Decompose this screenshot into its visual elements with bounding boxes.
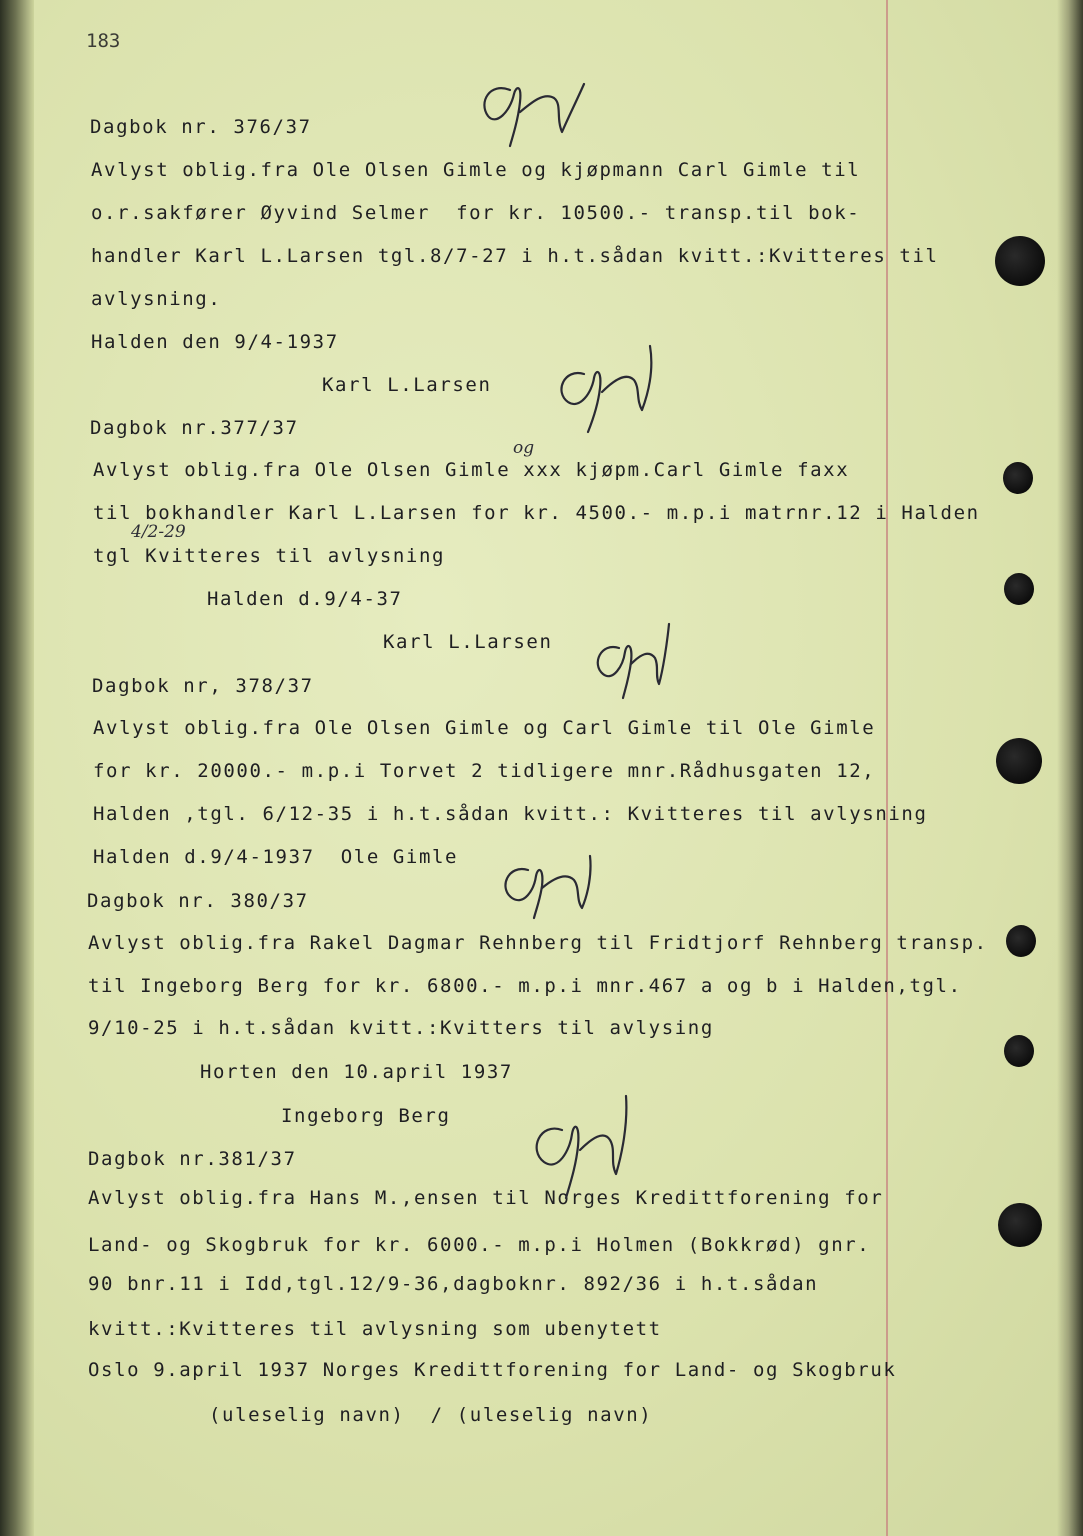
entry-381-text-3: 90 bnr.11 i Idd,tgl.12/9-36,dagboknr. 892/36 i h.t.sådan: [88, 1273, 819, 1295]
entry-378-text-1: Avlyst oblig.fra Ole Olsen Gimle og Carl Gimle til Ole Gimle: [93, 717, 876, 739]
punch-hole: [1004, 1035, 1034, 1067]
punch-hole: [1006, 925, 1036, 957]
entry-376-heading: Dagbok nr. 376/37: [90, 116, 312, 138]
entry-378-place-date: Halden d.9/4-1937 Ole Gimle: [93, 846, 459, 868]
page-edge-left: [0, 0, 34, 1536]
entry-378-text-2: for kr. 20000.- m.p.i Torvet 2 tidligere mnr.Rådhusgaten 12,: [93, 760, 876, 782]
entry-381-signatures: (uleselig navn) / (uleselig navn): [209, 1404, 653, 1426]
entry-377-signature: Karl L.Larsen: [383, 631, 553, 653]
punch-hole: [996, 738, 1042, 784]
entry-376-text-3: handler Karl L.Larsen tgl.8/7-27 i h.t.sådan kvitt.:Kvitteres til: [91, 245, 939, 267]
entry-380-heading: Dagbok nr. 380/37: [87, 890, 309, 912]
handwritten-initials: [548, 340, 668, 440]
entry-376-text-2: o.r.sakfører Øyvind Selmer for kr. 10500.- transp.til bok-: [91, 202, 861, 224]
entry-378-heading: Dagbok nr, 378/37: [92, 675, 314, 697]
punch-hole: [998, 1203, 1042, 1247]
handwritten-initials: [520, 1090, 640, 1205]
entry-377-heading: Dagbok nr.377/37: [90, 417, 299, 439]
entry-377-text-3: tgl Kvitteres til avlysning: [93, 545, 446, 567]
entry-380-text-2: til Ingeborg Berg for kr. 6800.- m.p.i mnr.467 a og b i Halden,tgl.: [88, 975, 962, 997]
entry-376-text-4: avlysning.: [91, 288, 222, 310]
entry-377-place-date: Halden d.9/4-37: [207, 588, 403, 610]
entry-380-signature: Ingeborg Berg: [281, 1105, 451, 1127]
entry-381-text-4: kvitt.:Kvitteres til avlysning som ubenytett: [88, 1318, 662, 1340]
entry-380-place-date: Horten den 10.april 1937: [200, 1061, 513, 1083]
entry-378-text-3: Halden ,tgl. 6/12-35 i h.t.sådan kvitt.: Kvitteres til avlysning: [93, 803, 928, 825]
entry-380-text-3: 9/10-25 i h.t.sådan kvitt.:Kvitters til avlysing: [88, 1017, 714, 1039]
entry-381-text-5: Oslo 9.april 1937 Norges Kredittforening for Land- og Skogbruk: [88, 1359, 897, 1381]
page-edge-right: [1057, 0, 1083, 1536]
entry-377-text-2: til bokhandler Karl L.Larsen for kr. 4500.- m.p.i matrnr.12 i Halden: [93, 502, 980, 524]
page-number: 183: [86, 30, 121, 52]
entry-376-place-date: Halden den 9/4-1937: [91, 331, 339, 353]
handwritten-og: og: [513, 438, 535, 458]
punch-hole: [1003, 462, 1033, 494]
entry-377-text-1: Avlyst oblig.fra Ole Olsen Gimle xxx kjøpm.Carl Gimle faxx: [93, 459, 850, 481]
entry-381-text-2: Land- og Skogbruk for kr. 6000.- m.p.i Holmen (Bokkrød) gnr.: [88, 1234, 871, 1256]
entry-381-heading: Dagbok nr.381/37: [88, 1148, 297, 1170]
handwritten-initials: [492, 848, 602, 923]
entry-381-text-1: Avlyst oblig.fra Hans M.,ensen til Norges Kredittforening for: [88, 1187, 884, 1209]
punch-hole: [1004, 573, 1034, 605]
margin-line: [886, 0, 888, 1536]
entry-380-text-1: Avlyst oblig.fra Rakel Dagmar Rehnberg til Fridtjorf Rehnberg transp.: [88, 932, 988, 954]
handwritten-initials: [585, 620, 675, 705]
handwritten-initials: [470, 72, 600, 152]
entry-376-text-1: Avlyst oblig.fra Ole Olsen Gimle og kjøpmann Carl Gimle til: [91, 159, 861, 181]
handwritten-date: 4/2-29: [131, 522, 186, 542]
entry-376-signature: Karl L.Larsen: [322, 374, 492, 396]
punch-hole: [995, 236, 1045, 286]
